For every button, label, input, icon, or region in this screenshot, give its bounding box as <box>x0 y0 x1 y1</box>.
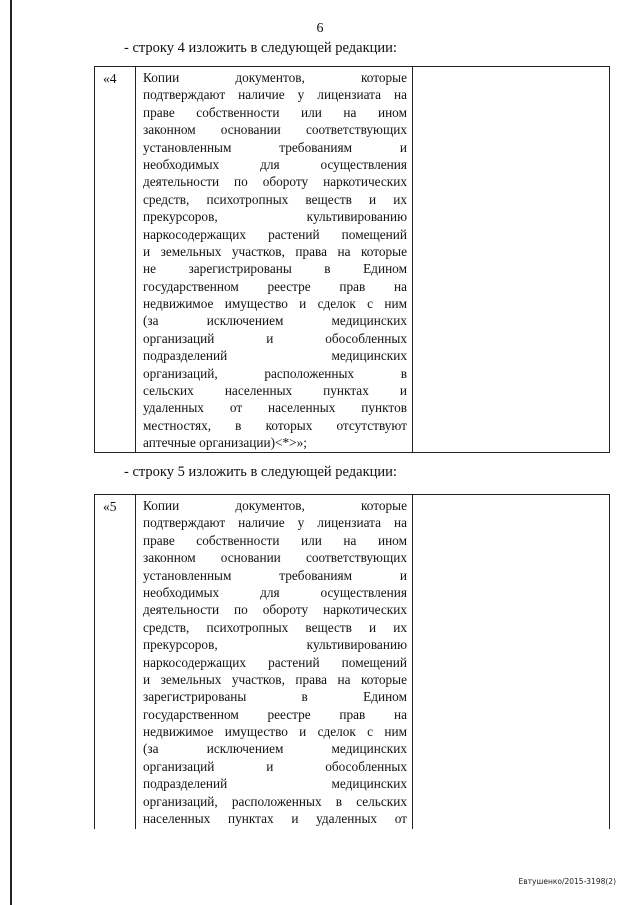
empty-cell <box>413 495 609 829</box>
text-line: зарегистрированы в Едином <box>143 689 407 705</box>
text-line: прекурсоров, культивированию <box>143 209 407 225</box>
amendment-table-row-5 <box>94 494 610 829</box>
text-line: недвижимое имущество и сделок с ним <box>143 724 407 740</box>
text-line: прекурсоров, культивированию <box>143 637 407 653</box>
text-line: подразделений медицинских <box>143 776 407 792</box>
text-line: организаций и обособленных <box>143 758 407 774</box>
text-line: необходимых для осуществления <box>143 156 407 172</box>
text-line: средств, психотропных веществ и их <box>143 191 407 207</box>
text-line: установленным требованиям и <box>143 139 407 155</box>
text-line: местностях, в которых отсутствуют <box>143 417 407 433</box>
text-line: средств, психотропных веществ и их <box>143 619 407 635</box>
instruction-row-5: - строку 5 изложить в следующей редакции: <box>124 464 397 480</box>
text-line: деятельности по обороту наркотических <box>143 174 407 190</box>
text-line: и земельных участков, права на которые <box>143 243 407 259</box>
text-line: организаций, расположенных в сельских <box>143 793 407 809</box>
text-line: населенных пунктах и удаленных от <box>143 811 407 827</box>
text-line: сельских населенных пунктах и <box>143 383 407 399</box>
text-line: организаций, расположенных в <box>143 365 407 381</box>
text-line: подтверждают наличие у лицензиата на <box>143 87 407 103</box>
text-line: (за исключением медицинских <box>143 741 407 757</box>
text-line: наркосодержащих растений помещений <box>143 654 407 670</box>
text-line: Копии документов, которые <box>143 70 407 85</box>
text-line: (за исключением медицинских <box>143 313 407 329</box>
text-line: недвижимое имущество и сделок с ним <box>143 296 407 312</box>
instruction-row-4: - строку 4 изложить в следующей редакции: <box>124 40 397 56</box>
text-line: государственном реестре прав на <box>143 706 407 722</box>
text-line: и земельных участков, права на которые <box>143 671 407 687</box>
text-line: установленным требованиям и <box>143 567 407 583</box>
row-text-cell <box>136 495 413 829</box>
text-line: не зарегистрированы в Едином <box>143 261 407 277</box>
text-line: государственном реестре прав на <box>143 278 407 294</box>
text-line: праве собственности или на ином <box>143 532 407 548</box>
text-line: необходимых для осуществления <box>143 584 407 600</box>
text-line: праве собственности или на ином <box>143 104 407 120</box>
text-line: Копии документов, которые <box>143 498 407 513</box>
text-line: подразделений медицинских <box>143 348 407 364</box>
text-line: законном основании соответствующих <box>143 550 407 566</box>
amendment-table-row-4 <box>94 66 610 453</box>
empty-cell <box>413 67 609 452</box>
text-line: организаций и обособленных <box>143 330 407 346</box>
left-margin-rule <box>10 0 12 905</box>
page-number: 6 <box>316 21 324 36</box>
text-line: деятельности по обороту наркотических <box>143 602 407 618</box>
text-line: аптечные организации)<*>»; <box>143 435 307 451</box>
row-number-cell: «4 <box>95 67 136 452</box>
document-code: Евтушенко/2015-3198(2) <box>518 877 616 886</box>
row-number-cell: «5 <box>95 495 136 829</box>
text-line: наркосодержащих растений помещений <box>143 226 407 242</box>
text-line: законном основании соответствующих <box>143 122 407 138</box>
text-line: удаленных от населенных пунктов <box>143 400 407 416</box>
row-text-cell <box>136 67 413 452</box>
text-line: подтверждают наличие у лицензиата на <box>143 515 407 531</box>
